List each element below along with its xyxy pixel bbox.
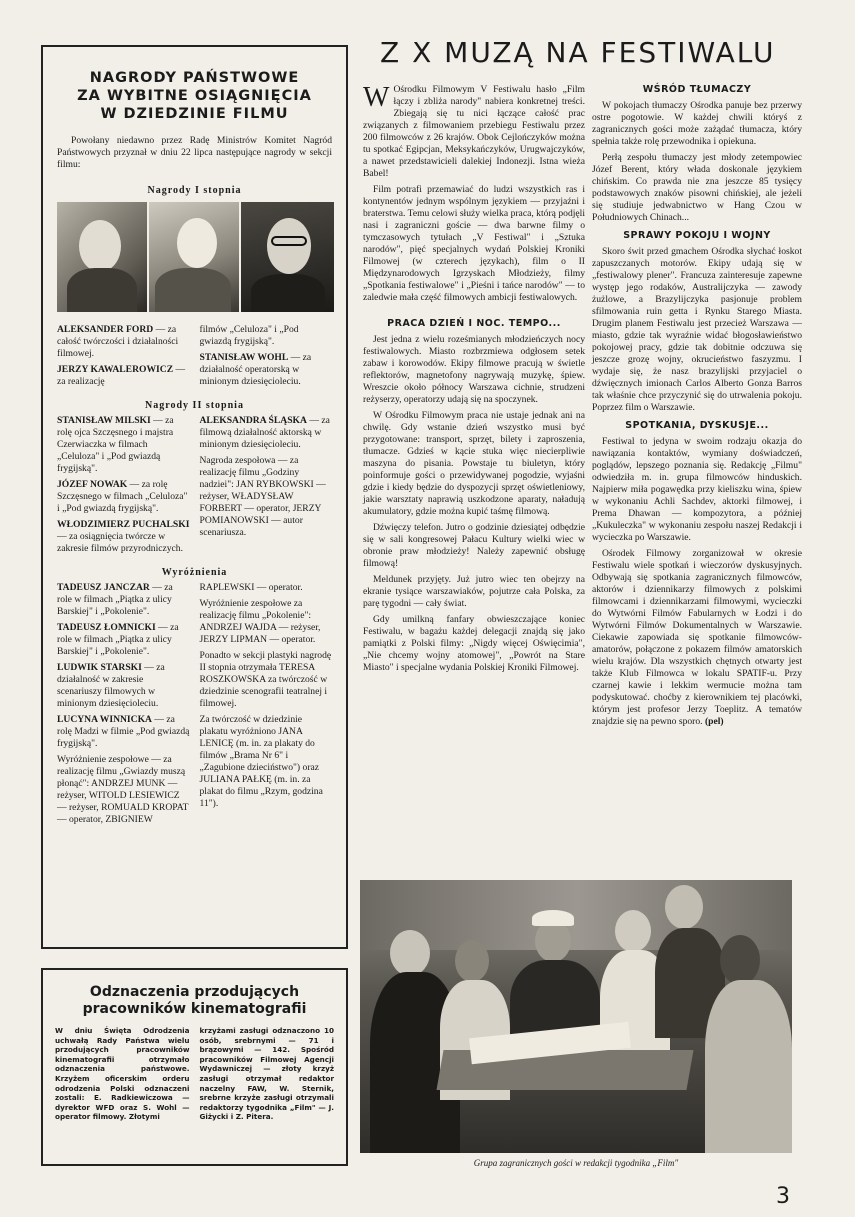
kicker-peace-war: SPRAWY POKOJU I WOJNY [623,230,771,241]
award-entry: Za twórczość w dziedzinie plakatu wyróżniono JANA LENICĘ (m. in. za plakaty do filmów „Brama Nr 6" i „Zagubione dzieciństwo") oraz JULIANA PAŁKĘ (m. in. za plakat do filmu „Rzym, godzina 11"). [199,714,323,809]
section2-right-col [200,415,333,559]
portrait-photo-kawalerowicz [149,202,239,312]
decorations-left-text: W dniu Święta Odrodzenia uchwałą Rady Państwa wielu przodujących pracowników kinematografii otrzymało odznaczenia państwowe. Krzyżem oficerskim orderu odrodzenia Polski odznaczeni zostali: E. Radkiewiczowa — dyrektor WFD oraz S. Wohl — operator filmowy. Złotymi [55,1026,190,1122]
article-headline: Z X MUZĄ NA FESTIWALU [380,36,776,69]
award-entry: Wyróżnienie zespołowe za realizację filmu „Pokolenie": ANDRZEJ WAJDA — reżyser, JERZY LIPMAN — operator. [199,598,321,645]
section1-left-col [57,324,190,392]
award-entry: LUDWIK STARSKI — za działalność w zakresie scenariuszy filmowych w minionym dziesięcioleciu. [57,662,165,709]
section3-right-col [200,582,333,830]
award-entry: STANISŁAW WOHL — za działalność operatorską w minionym dziesięcioleciu. [199,352,312,387]
decorations-columns [55,1026,334,1122]
kicker-meetings: SPOTKANIA, DYSKUSJE... [625,420,769,431]
page-number: 3 [776,1184,790,1209]
photo-caption: Grupa zagranicznych gości w redakcji tygodnika „Film" [473,1158,679,1168]
photo-row [57,202,332,314]
portrait-photo-wohl [241,202,334,312]
section-distinctions: Wyróżnienia [161,567,228,578]
award-entry: filmów „Celuloza" i „Pod gwiazdą frygijską". [199,324,299,347]
award-entry: WŁODZIMIERZ PUCHALSKI — za osiągnięcia twórcze w zakresie filmów przyrodniczych. [57,519,190,554]
article-right-column [592,84,802,732]
award-entry: Ponadto w sekcji plastyki nagrodę II stopnia otrzymała TERESA ROSZKOWSKA za twórczość w dziedzinie scenografii teatralnej i filmowej. [199,650,332,709]
award-entry: ALEKSANDER FORD — za całość twórczości i działalności filmowej. [57,324,179,359]
article-paragraph: Jest jedna z wielu roześmianych młodzieńczych nocy festiwalowych. Miasto rozbrzmiewa odgłosem setek zabaw i korowodów. Ekipy filmowe pracują w świetle reflektorów, magnetofony nagrywają muzykę, śpiew. Wreszcie około północy Warszawa cichnie, strudzeni reżyserzy, operatorzy udają się na spoczynek. [363,334,585,405]
section-first-degree: Nagrody I stopnia [147,185,242,196]
article-paragraph: Perłą zespołu tłumaczy jest młody zetempowiec Józef Berent, który włada doskonale językiem chińskim. Co prawda nie zna jeszcze 85 tysięcy podstawowych znaków pisowni chińskiej, ale jeżeli się studiuje jedwabnictwo w Hang Czou w Południowych Chinach... [592,152,802,223]
section2-columns [57,415,332,559]
author-signature: (pel) [704,716,724,727]
article-paragraph: Ośrodek Filmowy zorganizował w okresie Festiwalu wiele spotkań i wieczorów dyskusyjnych. Odbywają się spotkania zagranicznych filmowców, aktorów i dziennikarzy filmowych z polskimi filmowcami i dziennikarzami filmowymi, wycieczki do Wytwórni Filmów Fabularnych w Łodzi i do Wytwórni Filmów Dokumentalnych w Warszawie. Ciekawie zapowiada się spotkanie filmowców-amatorów, połączone z pokazem filmów amatorskich wielu krajów. Dla wszystkich chętnych otwarty jest także Klub Filmowca w lokalu SPATIF-u. Przy czarnej kawie i lekkim wermucie można tam podyskutować. choćby z kierownikiem tej placówki, którym jest profesor Jerzy Toeplitz. A tematów znajdzie się na pewno sporo. (pel) [592,548,802,727]
section1-right-col [200,324,333,392]
decorations-right-text: krzyżami zasługi odznaczono 10 osób, srebrnymi — 71 i brązowymi — 142. Spośród pracowników Filmowej Agencji Wydawniczej — złoty krzyż zasługi otrzymał redaktor naczelny FAW, W. Sternik, srebrne krzyże zasługi otrzymali redaktorzy tygodnika „Film" — J. Giżycki i Z. Pitera. [199,1026,334,1122]
drop-cap: W [363,82,390,113]
award-entry: STANISŁAW MILSKI — za rolę ojca Szczęsnego i majstra Czerwiaczka w filmach „Celuloza" i „Pod gwiazdą frygijską". [57,415,174,474]
article-paragraph: Dźwięczy telefon. Jutro o godzinie dziesiątej odbędzie się w sali kongresowej Pałacu Kultury wielki wiec w obronie praw młodzieży! Należy zapewnić obsługę filmową! [363,522,585,569]
article-paragraph: Meldunek przyjęty. Już jutro wiec ten obejrzy na ekranie tysiące warszawiaków, pojutrze cała Polska, za parę tygodni — cały świat. [363,574,585,609]
kicker-work-day-night: PRACA DZIEŃ I NOC. TEMPO... [387,318,561,329]
article-paragraph: Festiwal to jedyna w swoim rodzaju okazja do nawiązania kontaktów, wymiany doświadczeń, poglądów, lepszego poznania się. Redakcję „Filmu" odwiedziła m. in. grupa filmowców hinduskich. Najpierw miła pogawędka przy kieliszku wina, śpiew w wykonaniu Achli Sachdev, aktorki filmowej, i Prema Dhawan — kompozytora, a później „Kukuleczka" w wykonaniu zespołu naszej Redakcji i wycieczka po Warszawie. [592,436,802,543]
article-paragraph: Gdy umilkną fanfary obwieszczające koniec Festiwalu, w bagażu każdej delegacji znajdą się jako pamiątki z Polski filmy: „Nigdy więcej Oświęcimia", „Nie chcemy wojny atomowej", „Powrót na Stare Miasto" i specjalne wydania Polskiej Kroniki Filmowej. [363,614,585,673]
decorations-title: Odznaczenia przodujących pracowników kinematografii [82,984,307,1017]
section-second-degree: Nagrody II stopnia [145,400,244,411]
state-awards-intro: Powołany niedawno przez Radę Ministrów Komitet Nagród Państwowych przyznał w dniu 22 lipca następujące nagrody w sekcji filmu: [57,135,332,170]
award-entry: TADEUSZ JANCZAR — za role w filmach „Piątka z ulicy Barskiej" i „Pokolenie". [57,582,173,617]
decorations-box [41,968,348,1166]
award-entry: TADEUSZ ŁOMNICKI — za role w filmach „Piątka z ulicy Barskiej" i „Pokolenie". [57,622,179,657]
section1-columns [57,324,332,392]
article-paragraph: Skoro świt przed gmachem Ośrodka słychać łoskot zapuszczanych motorów. Ekipy udają się w „festiwalowy plener". Francuza zainteresuje zapewne występ jego rodaków, Australijczyka — zawody żużlowe, a Brazylijczyka pasjonuje problem sfilmowania ruin getta i Rynku Starego Miasta. Drugim planem Festiwalu jest przecież Warszawa — miasto, gdzie tak wyraźnie widać błogosławieństwo pokojowej pracy, gdzie tak dobitnie odczuwa się jeszcze grozę wojny, okrucieństwo faszyzmu. I wydaje się, że nasz brazylijski przyjaciel o dźwięcznych imionach Carlos Alberto Gonza Barros tak właśnie chce przyczynić się do utrwalenia pokoju. Poprzez film o Warszawie. [592,246,802,413]
award-entry: ALEKSANDRA ŚLĄSKA — za filmową działalność aktorską w minionym dziesięcioleciu. [199,415,330,450]
state-awards-box [41,45,348,949]
award-entry: JÓZEF NOWAK — za rolę Szczęsnego w filmach „Celuloza" i „Pod gwiazdą frygijską". [57,479,188,514]
article-middle-column [363,84,585,678]
group-photo [360,880,792,1153]
portrait-photo-ford [57,202,147,312]
section3-columns [57,582,332,830]
award-entry: RAPLEWSKI — operator. [199,582,303,593]
state-awards-title: NAGRODY PAŃSTWOWE ZA WYBITNE OSIĄGNIĘCIA W DZIEDZINIE FILMU [77,70,312,122]
award-entry: Wyróżnienie zespołowe — za realizację filmu „Gwiazdy muszą płonąć": ANDRZEJ MUNK — reżyser, WITOLD LESIEWICZ — reżyser, ROMUALD KROPAT — operator, ZBIGNIEW [57,754,189,825]
article-paragraph: W pokojach tłumaczy Ośrodka panuje bez przerwy ostre pogotowie. W każdej chwili któryś z zagranicznych gości może zażądać tłumacza, który spełnia także rolę przewodnika i opiekuna. [592,100,802,147]
section3-left-col [57,582,190,830]
article-paragraph: W Ośrodku Filmowym praca nie ustaje jednak ani na chwilę. Gdy wstanie dzień wszystko musi być przygotowane: transport, sprzęt, bilety i zaproszenia, tłumacze. Gdzieś w kącie stuka więc niecierpliwie maszyna do pisania. Powstaje tu biuletyn, który poinformuje gości o przewidywanej pogodzie, wyjaśni gdzie i kiedy będzie do dyspozycji sprzęt oświetleniowy, jakie warsztaty naprawią uszkodzone aparaty, naładują akumulatory, gdzie można kupić taśmę filmową. [363,410,585,517]
award-entry: Nagroda zespołowa — za realizację filmu „Godziny nadziei": JAN RYBKOWSKI — reżyser, WŁADYSŁAW FORBERT — operator, JERZY POMIANOWSKI — autor scenariusza. [199,455,326,538]
kicker-translators: WŚRÓD TŁUMACZY [642,84,752,95]
award-entry: JERZY KAWALEROWICZ — za realizację [57,364,186,387]
article-paragraph: W Ośrodku Filmowym V Festiwalu hasło „Film łączy i zbliża narody" nabiera konkretnej treści. Zbiegają się tu nici łączące całość prac związanych z filmowaniem przebiegu Festiwalu przez 200 filmowców z 26 krajów. Obok Cejlończyków można tu spotkać Egipcjan, Meksykańczyków, Urugwajczyków, a nawet przedstawicieli dalekiej Indonezji. Istna wieża Babel! [363,82,585,179]
article-paragraph: Film potrafi przemawiać do ludzi wszystkich ras i kontynentów jednym wspólnym językiem — przyjaźni i braterstwa. Temu celowi służy wielka praca, którą podjęli nasi i zagraniczni goście — dwa barwne filmy o tymczasowych tytułach „V Festiwal" i „Sztuka narodów", pięć specjalnych wydań Polskiej Kroniki Filmowej (w czterech językach), film o II Międzynarodowych Igrzyskach Młodzieży, filmy „Spotkania festiwalowe" i „Pieśni i tańce narodów" — to zaledwie mała część filmowych ambicji festiwalowych. [363,184,585,303]
award-entry: LUCYNA WINNICKA — za rolę Madzi w filmie „Pod gwiazdą frygijską". [57,714,190,749]
section2-left-col [57,415,190,559]
